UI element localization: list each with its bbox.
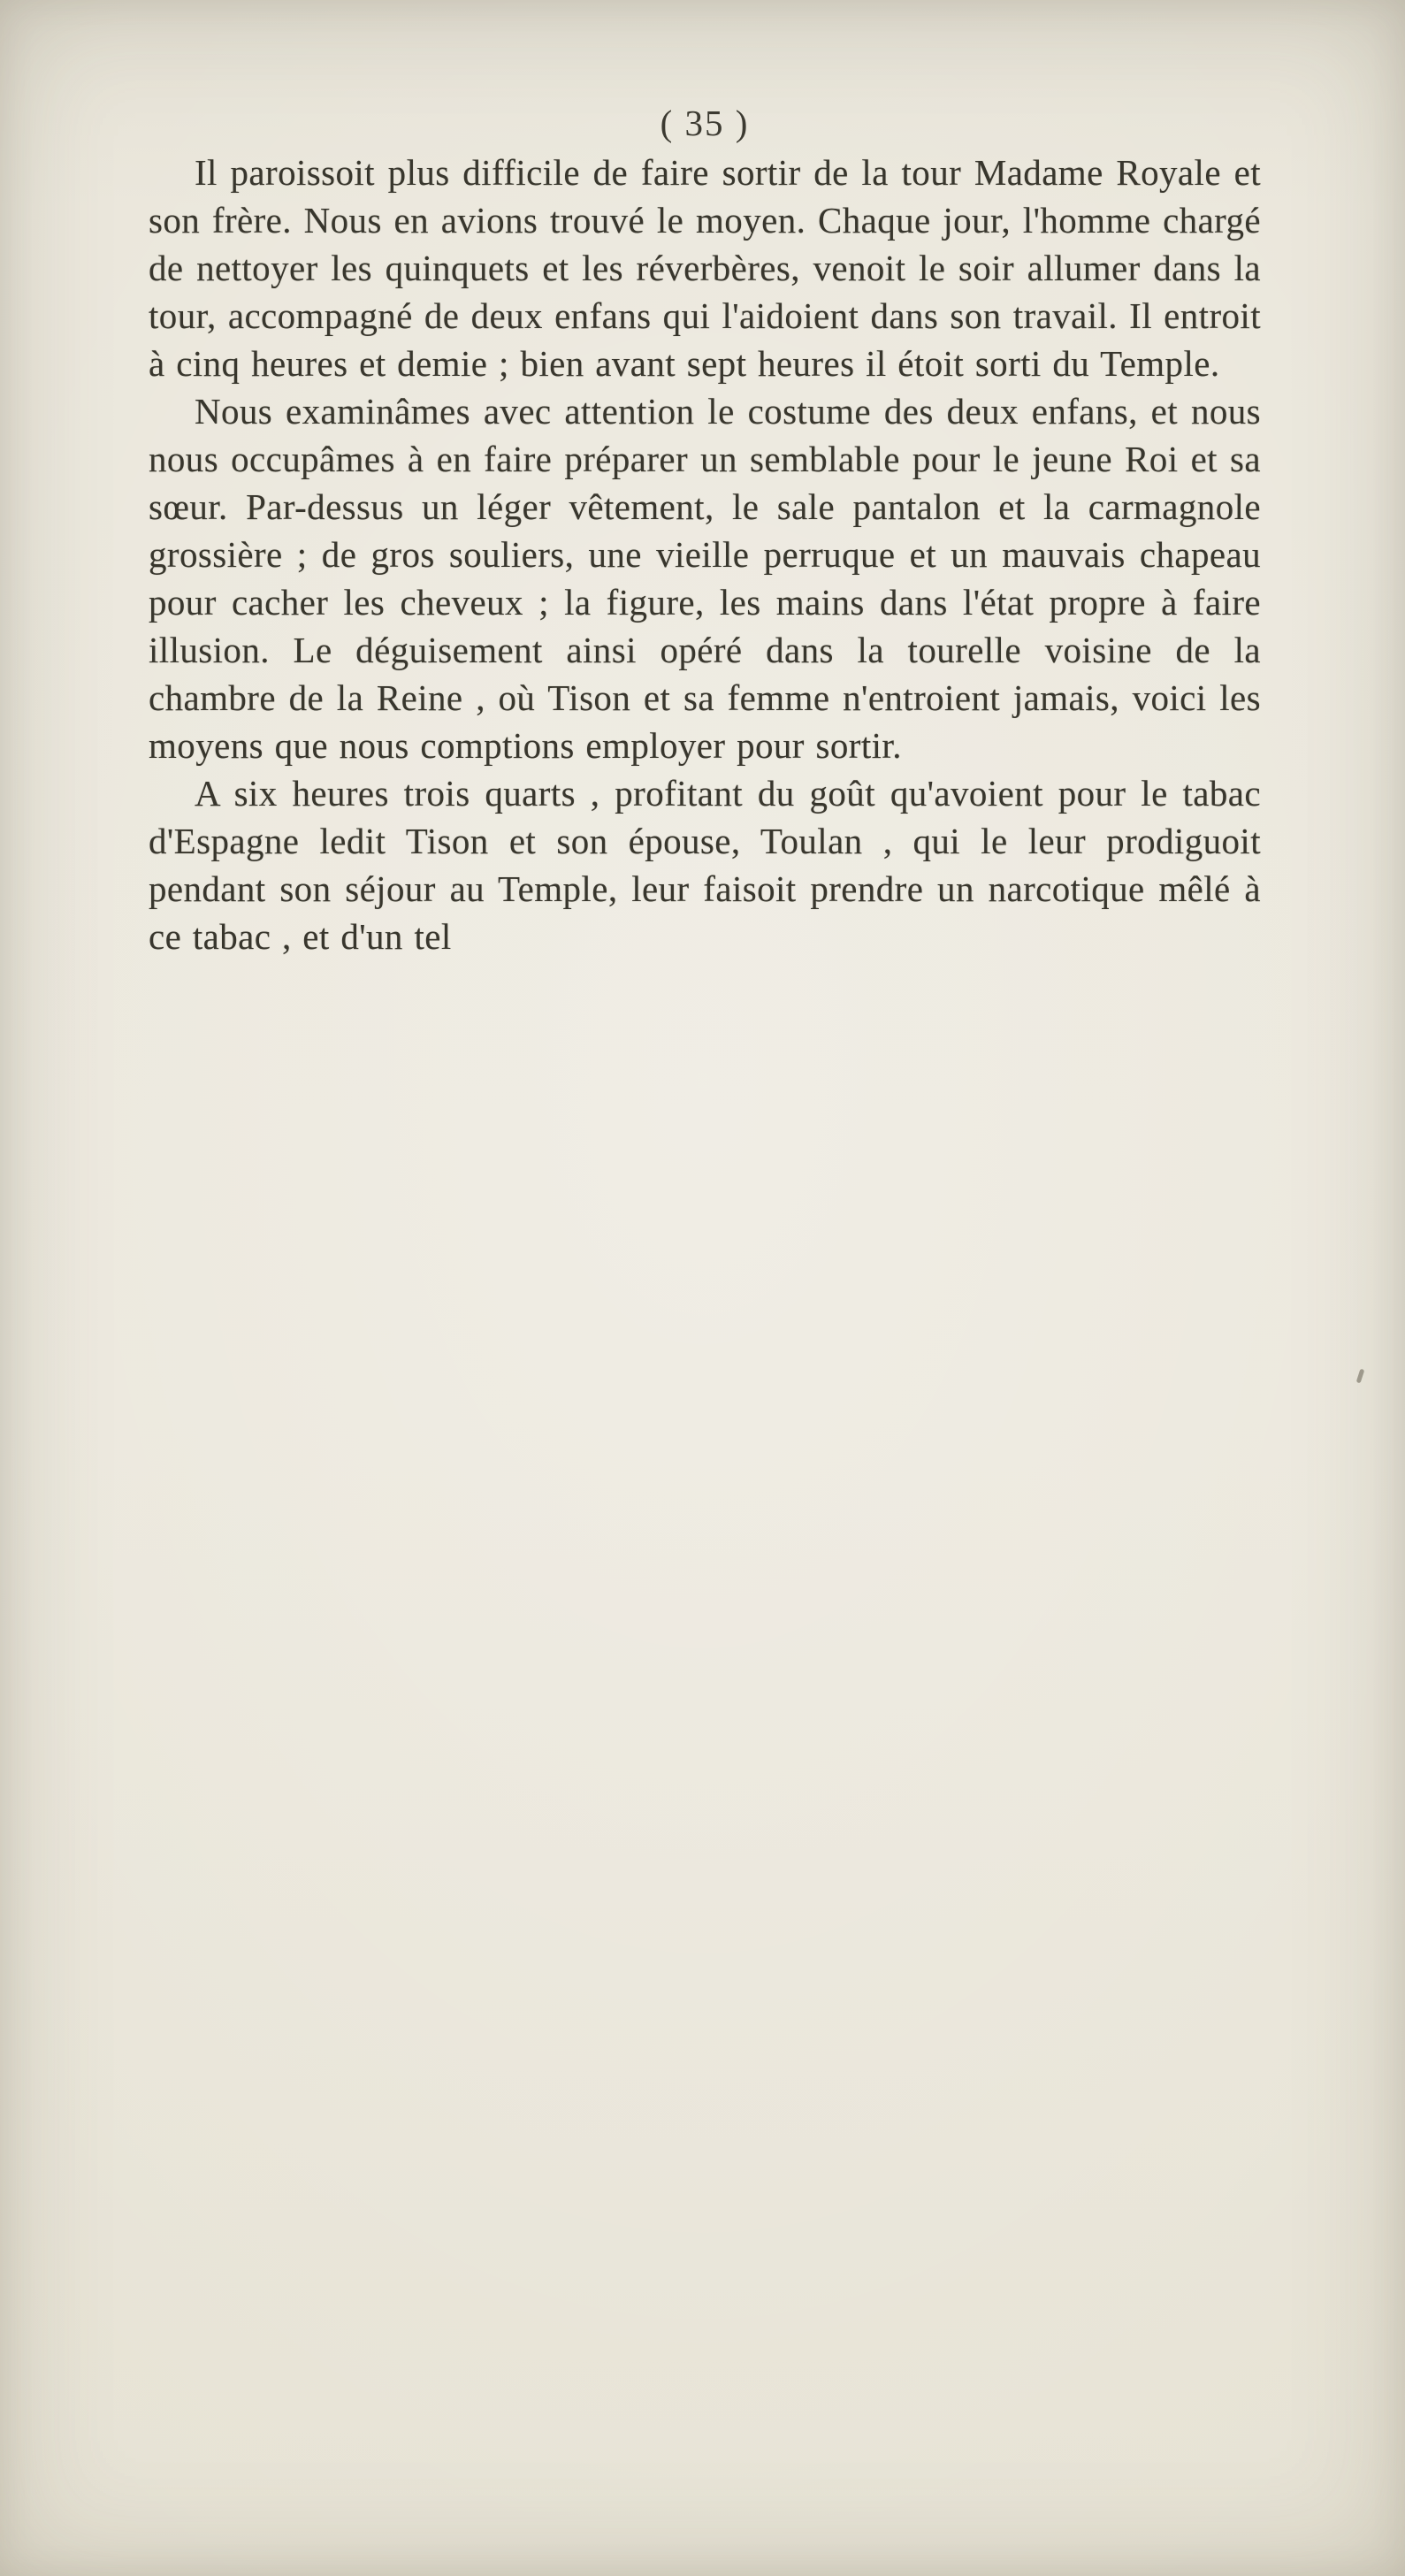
page-content [149,99,1261,960]
paragraph: Il paroissoit plus difficile de faire sortir de la tour Madame Royale et son frère. Nous en avions trouvé le moyen. Chaque jour, l'homme chargé de nettoyer les quinquets et les réverbères, venoit le soir allumer dans la tour, accompagné de deux enfans qui l'aidoient dans son travail. Il entroit à cinq heures et demie ; bien avant sept heures il étoit sorti du Temple. [149,152,1261,384]
paragraph: Nous examinâmes avec attention le costume des deux enfans, et nous nous occupâmes à en faire préparer un semblable pour le jeune Roi et sa sœur. Par-dessus un léger vêtement, le sale pantalon et la carmagnole grossière ; de gros souliers, une vieille perruque et un mauvais chapeau pour cacher les cheveux ; la figure, les mains dans l'état propre à faire illusion. Le déguisement ainsi opéré dans la tourelle voisine de la chambre de la Reine , où Tison et sa femme n'entroient jamais, voici les moyens que nous comptions employer pour sortir. [149,391,1261,766]
paragraph: A six heures trois quarts , profitant du goût qu'avoient pour le tabac d'Espagne ledit Tison et son épouse, Toulan , qui le leur prodiguoit pendant son séjour au Temple, leur faisoit prendre un narcotique mêlé à ce tabac , et d'un tel [149,773,1261,957]
scan-artifact-mark [1356,1369,1365,1384]
page-number: ( 35 ) [660,103,750,143]
